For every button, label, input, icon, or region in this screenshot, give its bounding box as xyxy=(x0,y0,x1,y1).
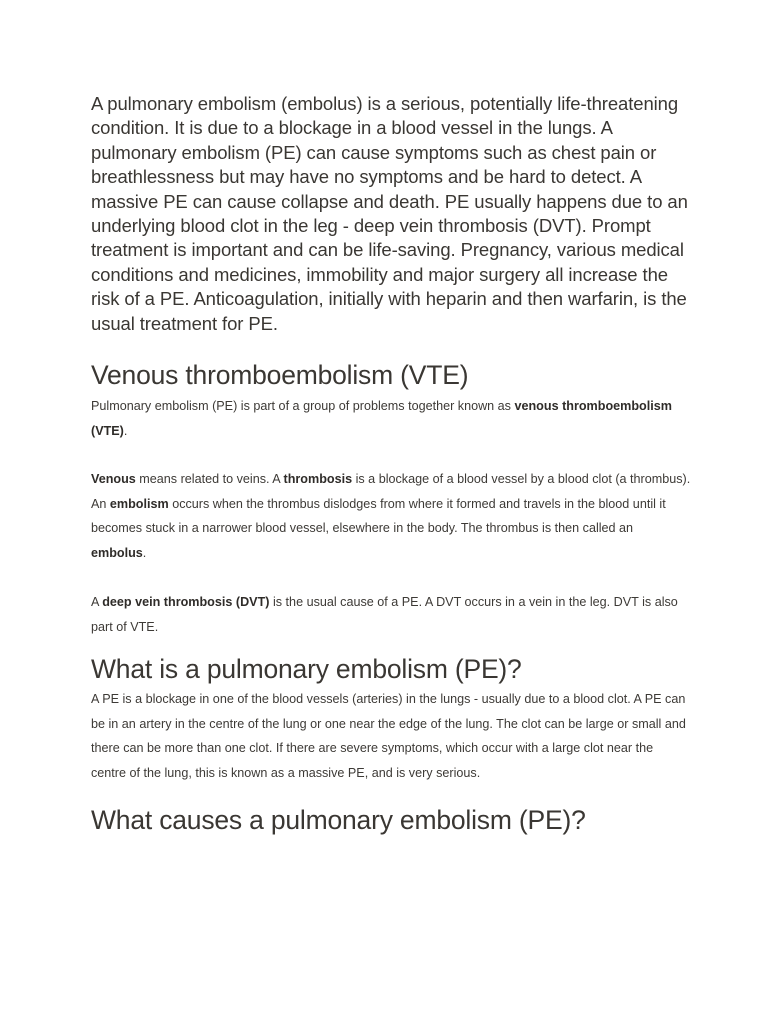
vte-paragraph-1 xyxy=(91,394,691,443)
text-run: . xyxy=(123,423,128,438)
intro-paragraph: A pulmonary embolism (embolus) is a serious, potentially life-threatening condition. It is due to a blockage in a blood vessel in the lungs. A pulmonary embolism (PE) can cause symptoms such as chest pain or breathlessness but may have no symptoms and be hard to detect. A massive PE can cause collapse and death. PE usually happens due to an underlying blood clot in the leg - deep vein thrombosis (DVT). Prompt treatment is important and can be life-saving. Pregnancy, various medical conditions and medicines, immobility and major surgery all increase the risk of a PE. Anticoagulation, initially with heparin and then warfarin, is the usual treatment for PE. xyxy=(91,93,688,334)
bold-term: deep vein thrombosis (DVT) xyxy=(102,595,270,610)
bold-term: Venous xyxy=(91,472,136,487)
text-run: Pulmonary embolism (PE) is part of a group of problems together known as xyxy=(91,399,515,414)
bold-term: venous thromboembolism (VTE) xyxy=(91,399,672,438)
text-run: is a blockage of a blood vessel by a blood clot (a thrombus). An xyxy=(91,472,691,511)
heading-what-causes-pe: What causes a pulmonary embolism (PE)? xyxy=(91,805,586,836)
vte-paragraph-2 xyxy=(91,467,691,565)
text-run: means related to veins. A xyxy=(135,472,284,487)
heading-what-is-pe: What is a pulmonary embolism (PE)? xyxy=(91,654,522,685)
text-run: . xyxy=(142,545,147,560)
heading-vte: Venous thromboembolism (VTE) xyxy=(91,360,469,391)
text-run: is the usual cause of a PE. A DVT occurs in a vein in the leg. DVT is also part of VTE. xyxy=(91,595,678,634)
document-page xyxy=(91,92,691,836)
text-run: A xyxy=(91,595,103,610)
text-run: occurs when the thrombus dislodges from where it formed and travels in the blood until it becomes stuck in a narrower blood vessel, elsewhere in the body. The thrombus is then called an xyxy=(91,496,666,536)
bold-term: embolus xyxy=(91,545,143,560)
what-is-pe-paragraph: A PE is a blockage in one of the blood vessels (arteries) in the lungs - usually due to a blood clot. A PE can be in an artery in the centre of the lung or one near the edge of the lung. The clot can be large or small and there can be more than one clot. If there are severe symptoms, which occur with a large clot near the centre of the lung, this is known as a massive PE, and is very serious. xyxy=(91,692,686,780)
bold-term: thrombosis xyxy=(283,472,353,487)
bold-term: embolism xyxy=(109,496,169,511)
vte-paragraph-3 xyxy=(91,590,691,639)
